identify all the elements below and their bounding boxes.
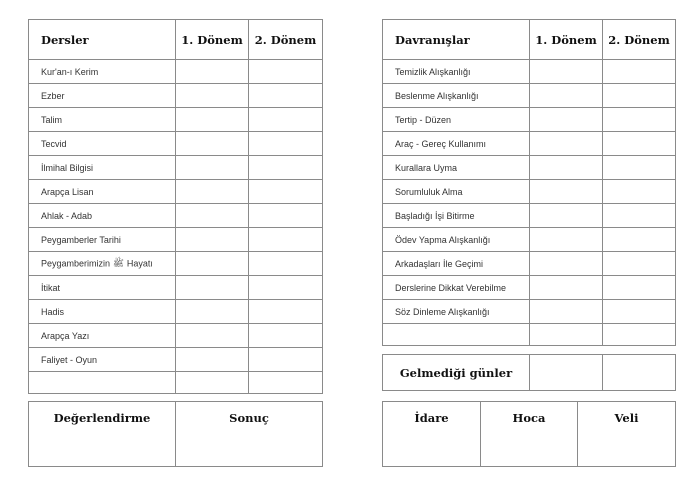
term1-cell[interactable] [176, 180, 249, 204]
parent-signature-cell: Veli [578, 402, 676, 467]
lesson-row-label: Peygamberler Tarihi [29, 228, 176, 252]
term2-cell[interactable] [249, 132, 323, 156]
empty-row-cell[interactable] [29, 372, 176, 394]
term1-header: 1. Dönem [530, 20, 603, 60]
term2-cell[interactable] [249, 372, 323, 394]
behavior-row-label: Beslenme Alışkanlığı [383, 84, 530, 108]
behavior-row-label: Tertip - Düzen [383, 108, 530, 132]
term1-cell[interactable] [176, 84, 249, 108]
term2-cell[interactable] [249, 348, 323, 372]
term1-cell[interactable] [530, 156, 603, 180]
behavior-row-label: Başladığı İşi Bitirme [383, 204, 530, 228]
term1-cell[interactable] [176, 156, 249, 180]
lesson-row-label: İtikat [29, 276, 176, 300]
term2-cell[interactable] [603, 204, 676, 228]
term1-cell[interactable] [176, 372, 249, 394]
term2-cell[interactable] [603, 84, 676, 108]
lesson-row-label-suffix: Hayatı [126, 257, 153, 268]
term1-cell[interactable] [176, 204, 249, 228]
absence-term1-cell[interactable] [530, 355, 603, 391]
lessons-table [28, 19, 323, 394]
term2-cell[interactable] [603, 300, 676, 324]
term1-cell[interactable] [176, 348, 249, 372]
lessons-header: Dersler [29, 20, 176, 60]
evaluation-table [28, 401, 323, 467]
term1-cell[interactable] [530, 60, 603, 84]
behavior-row-label: Temizlik Alışkanlığı [383, 60, 530, 84]
evaluation-header: Değerlendirme [29, 402, 176, 467]
absence-table [382, 354, 676, 391]
term1-cell[interactable] [176, 228, 249, 252]
term2-cell[interactable] [603, 132, 676, 156]
behavior-row-label: Kurallara Uyma [383, 156, 530, 180]
lesson-row-label-prophet [29, 252, 176, 276]
term2-cell[interactable] [249, 324, 323, 348]
behavior-row-label: Derslerine Dikkat Verebilme [383, 276, 530, 300]
term2-cell[interactable] [603, 156, 676, 180]
lesson-row-label: Ezber [29, 84, 176, 108]
term2-header: 2. Dönem [603, 20, 676, 60]
lesson-row-label: Kur'an-ı Kerim [29, 60, 176, 84]
lesson-row-label: Arapça Yazı [29, 324, 176, 348]
term1-cell[interactable] [176, 108, 249, 132]
term2-cell[interactable] [603, 276, 676, 300]
term2-header: 2. Dönem [249, 20, 323, 60]
behavior-row-label: Ödev Yapma Alışkanlığı [383, 228, 530, 252]
term1-cell[interactable] [530, 300, 603, 324]
lesson-row-label: Faliyet - Oyun [29, 348, 176, 372]
behaviors-header: Davranışlar [383, 20, 530, 60]
term2-cell[interactable] [249, 228, 323, 252]
teacher-signature-cell: Hoca [481, 402, 578, 467]
salawat-symbol: ﷺ [113, 257, 124, 268]
term2-cell[interactable] [249, 84, 323, 108]
term1-cell[interactable] [530, 204, 603, 228]
behavior-row-label: Araç - Gereç Kullanımı [383, 132, 530, 156]
term1-cell[interactable] [176, 132, 249, 156]
term2-cell[interactable] [249, 276, 323, 300]
term1-cell[interactable] [530, 180, 603, 204]
term2-cell[interactable] [603, 180, 676, 204]
behavior-row-label: Arkadaşları İle Geçimi [383, 252, 530, 276]
term2-cell[interactable] [249, 204, 323, 228]
term1-cell[interactable] [176, 60, 249, 84]
term2-cell[interactable] [249, 156, 323, 180]
term1-cell[interactable] [530, 108, 603, 132]
term2-cell[interactable] [249, 300, 323, 324]
term1-cell[interactable] [530, 228, 603, 252]
term1-cell[interactable] [530, 252, 603, 276]
lesson-row-label: Talim [29, 108, 176, 132]
term2-cell[interactable] [603, 324, 676, 346]
lesson-row-label: Hadis [29, 300, 176, 324]
term2-cell[interactable] [249, 252, 323, 276]
term1-cell[interactable] [530, 324, 603, 346]
behavior-row-label: Sorumluluk Alma [383, 180, 530, 204]
term2-cell[interactable] [603, 60, 676, 84]
term2-cell[interactable] [603, 252, 676, 276]
absence-term2-cell[interactable] [603, 355, 676, 391]
behaviors-table [382, 19, 676, 346]
lesson-row-label: Ahlak - Adab [29, 204, 176, 228]
term1-cell[interactable] [176, 276, 249, 300]
term2-cell[interactable] [603, 228, 676, 252]
lesson-row-label: İlmihal Bilgisi [29, 156, 176, 180]
term2-cell[interactable] [249, 108, 323, 132]
lesson-row-label: Tecvid [29, 132, 176, 156]
result-header: Sonuç [176, 402, 323, 467]
lesson-row-label: Arapça Lisan [29, 180, 176, 204]
term2-cell[interactable] [603, 108, 676, 132]
term2-cell[interactable] [249, 180, 323, 204]
behavior-row-label: Söz Dinleme Alışkanlığı [383, 300, 530, 324]
term1-cell[interactable] [530, 84, 603, 108]
signature-table [382, 401, 676, 467]
term1-cell[interactable] [176, 324, 249, 348]
administration-signature-cell: İdare [383, 402, 481, 467]
term1-header: 1. Dönem [176, 20, 249, 60]
absence-label: Gelmediği günler [383, 355, 530, 391]
empty-row-cell[interactable] [383, 324, 530, 346]
term1-cell[interactable] [530, 132, 603, 156]
lesson-row-label-prefix: Peygamberimizin [41, 257, 111, 268]
term1-cell[interactable] [176, 252, 249, 276]
term2-cell[interactable] [249, 60, 323, 84]
term1-cell[interactable] [176, 300, 249, 324]
term1-cell[interactable] [530, 276, 603, 300]
